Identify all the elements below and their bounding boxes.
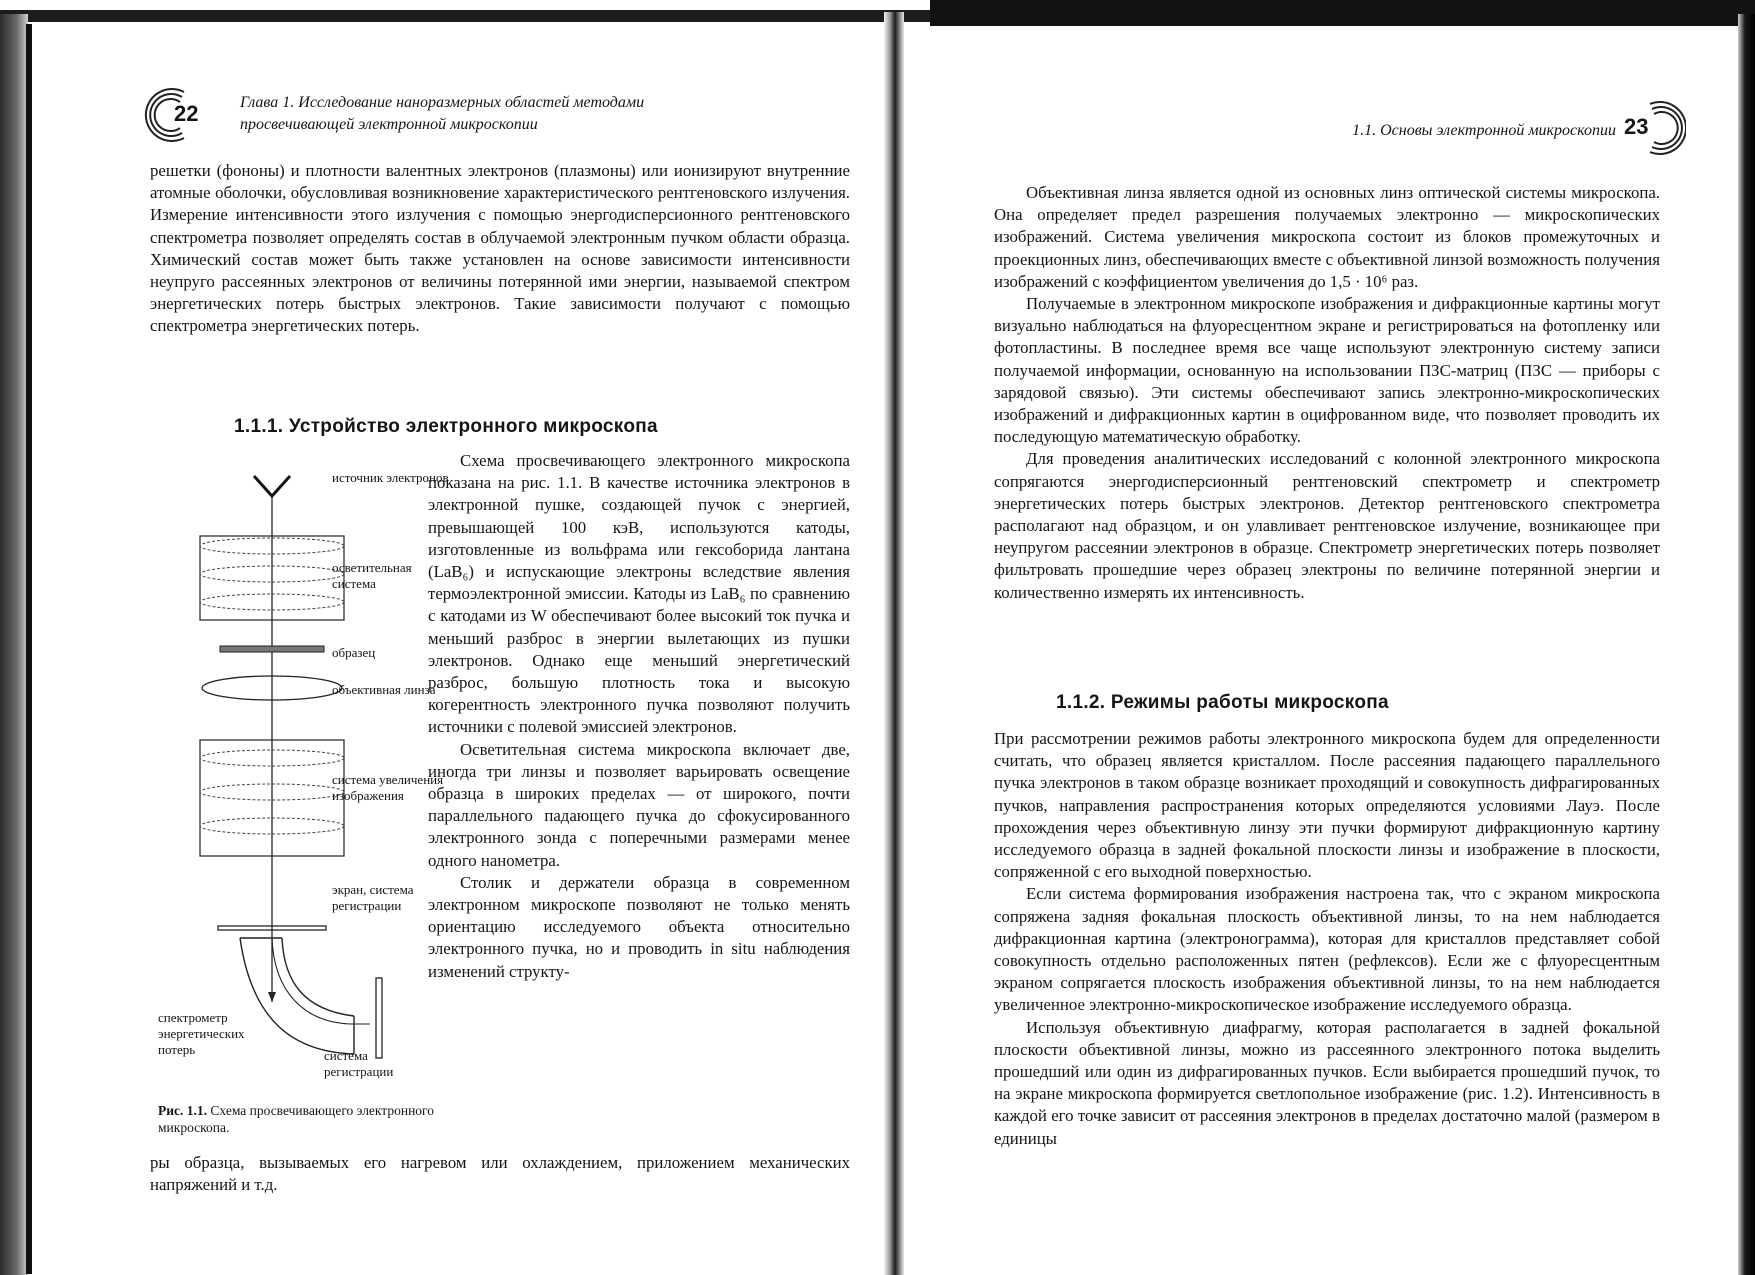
label-energy-loss-spectrometer: спектрометр энергетических потерь — [158, 1010, 245, 1057]
page-number-right: 23 — [1624, 114, 1649, 139]
tail-paragraph — [150, 1152, 850, 1196]
paragraph: Осветительная система микроскопа включает две, иногда три линзы и позволяет варьировать освещение образца в широких пределах — от широкого, почти параллельного падающего пучка до сфокусированного электронного зонда с поперечными размерами менее одного нанометра. — [428, 739, 850, 870]
intro-paragraph — [150, 160, 850, 338]
right-top-text — [994, 182, 1660, 604]
label-magnification-system: система увеличения изображения — [332, 772, 444, 803]
page-number-left: 22 — [174, 101, 199, 126]
figure-caption-number: Рис. 1.1. — [158, 1103, 208, 1118]
figure-caption-text: Схема просвечивающего электронного микроскопа. — [158, 1103, 435, 1135]
label-illumination-system: осветительная система — [332, 560, 412, 591]
section-heading-1-1-2: 1.1.2. Режимы работы микроскопа — [1056, 692, 1389, 713]
paragraph: Для проведения аналитических исследований с колонной электронного микроскопа сопрягаются энергодисперсионный рентгеновский спектрометр и спектрометр энергетических потерь быстрых электронов. Детектор рентгеновского спектрометра располагают над образцом, и он улавливает рентгеновское излучение, возникающее при неупругом рассеянии электронов в образце. Спектрометр энергетических потерь позволяет фильтровать прошедшие через образец электроны по величине потерянной энергии и количественно измерять их интенсивность. — [994, 449, 1660, 602]
right-bottom-text — [994, 728, 1660, 1150]
paragraph: Объективная линза является одной из основных линз оптической системы микроскопа. Она определяет предел разрешения получаемых электронно — микроскопических изображений. Система увеличения микроскопа состоит из блоков промежуточных и проекционных линз, обеспечивающих вместе с объективной линзой возможность получения изображений с коэффициентом увеличения до 1,5 · 10⁶ раз. — [994, 183, 1660, 291]
label-screen-registration: экран, система регистрации — [332, 882, 414, 913]
page-edge-left — [26, 24, 32, 1274]
paragraph: Столик и держатели образца в современном электронном микроскопе позволяют не только менять ориентацию исследуемого объекта относительно электронного пучка, но и проводить in situ наблюдения изменений структу- — [428, 872, 850, 981]
figure-caption — [158, 1102, 438, 1136]
paragraph: Схема просвечивающего электронного микроскопа показана на рис. 1.1. В качестве источника электронов в электронной пушке, создающей пучок с энергией, превышающей 100 кэВ, используются катоды, изготовленные из вольфрама или гексоборида лантана (LaB₆) и испускающие электроны вследствие явления термоэлектронной эмиссии. Катоды из LaB₆ по сравнению с катодами из W обеспечивают более высокий ток пучка и меньший разброс в энергии вылетающих из пушки электронов. Однако еще меньший энергетический разброс, большую плотность тока и высокую когерентность электронного пучка позволяют получить источники с полевой эмиссией электронов. — [428, 451, 850, 737]
header-line-2: просвечивающей электронной микроскопии — [240, 116, 538, 133]
running-header-right: 1.1. Основы электронной микроскопии — [1352, 122, 1616, 139]
paragraph: Используя объективную диафрагму, которая располагается в задней фокальной плоскости объективной линзы, можно из рассеянного электронного потока выделить прошедший или один из дифрагированных пучков. Если выбирается прошедший пучок, то на экране микроскопа формируется светлопольное изображение (рис. 1.2). Интенсивность в каждой его точке зависит от рассеяния электронов в пределах достаточно малой (размером в единицы — [994, 1017, 1660, 1148]
paragraph: Если система формирования изображения настроена так, что с экраном микроскопа сопряжена задняя фокальная плоскость объективной линзы, то на нем наблюдается дифракционная картина (электронограмма), которая для кристаллов представляет собой совокупность отдельно расположенных пятен (рефлексов). Если же с флуоресцентным экраном сопрягается плоскость изображения объективной линзы, то на нем наблюдается увеличенное электронно-микроскопическое изображение исследуемого образца. — [994, 884, 1660, 1015]
paragraph: При рассмотрении режимов работы электронного микроскопа будем для определенности считать, что образец является кристаллом. После рассеяния падающего параллельного пучка электронов в таком образце возникает проходящий и совокупность дифрагированных пучков, направления распространения которых определяются условиями Лауэ. После прохождения через объективную линзу эти пучки формируют дифракционную картину исследуемого образца в задней фокальной плоскости линзы и изображение в плоскости, сопряженной с его выходной поверхностью. — [994, 729, 1660, 882]
header-line-1: Глава 1. Исследование наноразмерных областей методами — [240, 94, 645, 111]
scan-right-edge — [1738, 14, 1755, 1275]
label-electron-source: источник электронов — [332, 470, 449, 485]
book-spine — [884, 12, 904, 1275]
paragraph: решетки (фононы) и плотности валентных электронов (плазмоны) или ионизируют внутренние атомные оболочки, обусловливая возникновение характеристического рентгеновского излучения. Измерение интенсивности этого излучения с помощью энергодисперсионного рентгеновского спектрометра позволяет определять состав в облучаемой электронным пучком области образца. Химический состав может быть также установлен на основе зависимости интенсивности неупруго рассеянных электронов от величины потерянной ими энергии, называемой спектром энергетических потерь быстрых электронов. Такие зависимости получают с помощью спектрометра энергетических потерь. — [150, 161, 850, 336]
running-header-left — [240, 92, 760, 136]
page-number-ornament-icon — [1646, 100, 1686, 156]
label-specimen: образец — [332, 645, 376, 660]
scan-left-edge — [0, 14, 28, 1275]
label-registration-system: система регистрации — [324, 1048, 394, 1079]
section-heading-1-1-1: 1.1.1. Устройство электронного микроскопа — [234, 416, 658, 437]
label-objective-lens: объективная линза — [332, 682, 436, 697]
paragraph: ры образца, вызываемых его нагревом или охлаждением, приложением механических напряжений и т.д. — [150, 1153, 850, 1195]
figure-side-column — [428, 450, 850, 983]
left-page — [34, 0, 882, 1275]
right-page — [906, 0, 1736, 1275]
paragraph: Получаемые в электронном микроскопе изображения и дифракционные картины могут визуально наблюдаться на флуоресцентном экране и регистрироваться на фотопленку или фотопластины. В последнее время все чаще используют электронную систему записи получаемой информации, основанную на использовании ПЗС-матриц (ПЗС — приборы с зарядовой связью). Эти системы обеспечивают запись электронно-микроскопических изображений и дифракционных картин в оцифрованном виде, что позволяет проводить их последующую математическую обработку. — [994, 294, 1660, 447]
